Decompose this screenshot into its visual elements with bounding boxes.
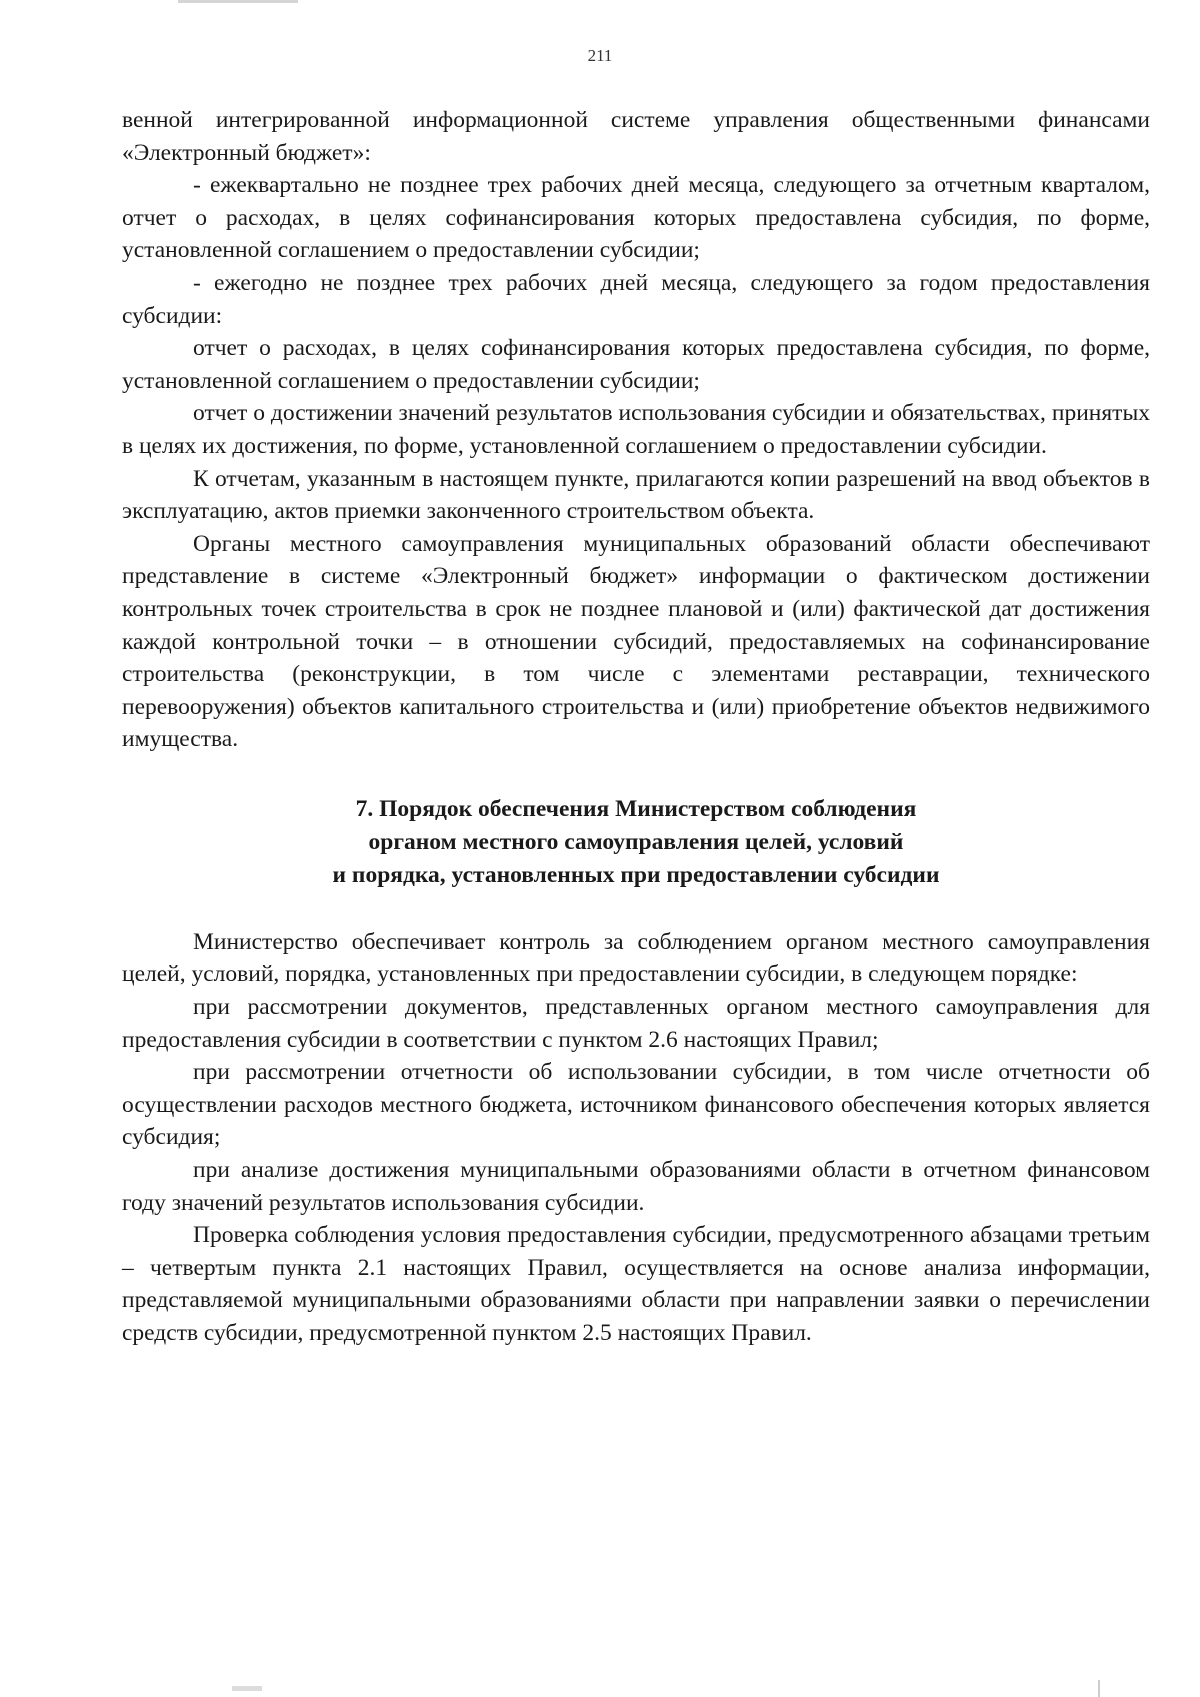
document-body bbox=[122, 104, 1150, 1350]
scan-mark-top bbox=[178, 0, 298, 3]
paragraph: К отчетам, указанным в настоящем пункте, прилагаются копии разрешений на ввод объектов в эксплуатацию, актов приемки законченного строительством объекта. bbox=[122, 465, 1150, 525]
scan-mark-bottom-left bbox=[232, 1686, 262, 1691]
paragraph: венной интегрированной информационной системе управления общественными финансами «Электронный бюджет»: bbox=[122, 107, 1150, 166]
paragraphs-after-section bbox=[122, 926, 1150, 1350]
section-heading bbox=[122, 793, 1150, 892]
paragraph: Министерство обеспечивает контроль за соблюдением органом местного самоуправления целей, условий, порядка, установленных при предоставлении субсидии, в следующем порядке: bbox=[122, 928, 1150, 988]
paragraph: при анализе достижения муниципальными образованиями области в отчетном финансовом году значений результатов использования субсидии. bbox=[122, 1157, 1150, 1216]
scan-mark-bottom-right bbox=[1098, 1680, 1100, 1697]
page-number: 211 bbox=[587, 46, 613, 65]
paragraph: при рассмотрении отчетности об использовании субсидии, в том числе отчетности об осуществлении расходов местного бюджета, источником финансового обеспечения которых является субсидия; bbox=[122, 1059, 1150, 1151]
paragraph: отчет о достижении значений результатов использования субсидии и обязательствах, принятых в целях их достижения, по форме, установленной соглашением о предоставлении субсидии. bbox=[122, 400, 1150, 459]
paragraph: Проверка соблюдения условия предоставления субсидии, предусмотренного абзацами третьим – четвертым пункта 2.1 настоящих Правил, осуществляется на основе анализа информации, представляемой муниципальными образованиями области при направлении заявки о перечислении средств субсидии, предусмотренной пунктом 2.5 настоящих Правил. bbox=[122, 1222, 1150, 1346]
paragraph: - ежеквартально не позднее трех рабочих дней месяца, следующего за отчетным кварталом, отчет о расходах, в целях софинансирования которых предоставлена субсидия, по форме, установленной соглашением о предоставлении субсидии; bbox=[122, 172, 1150, 264]
paragraph: Органы местного самоуправления муниципальных образований области обеспечивают представление в системе «Электронный бюджет» информации о фактическом достижении контрольных точек строительства в срок не позднее плановой и (или) фактической дат достижения каждой контрольной точки – в отношении субсидий, предоставляемых на софинансирование строительства (реконструкции, в том числе с элементами реставрации, технического перевооружения) объектов капитального строительства и (или) приобретение объектов недвижимого имущества. bbox=[122, 530, 1150, 753]
paragraphs-before-section bbox=[122, 104, 1150, 756]
section-heading-line: и порядка, установленных при предоставлении субсидии bbox=[332, 861, 940, 888]
section-heading-line: 7. Порядок обеспечения Министерством соблюдения bbox=[355, 795, 917, 822]
paragraph: - ежегодно не позднее трех рабочих дней месяца, следующего за годом предоставления субсидии: bbox=[122, 269, 1150, 329]
paragraph: отчет о расходах, в целях софинансирования которых предоставлена субсидия, по форме, установленной соглашением о предоставлении субсидии; bbox=[122, 335, 1150, 394]
paragraph: при рассмотрении документов, представленных органом местного самоуправления для предоставления субсидии в соответствии с пунктом 2.6 настоящих Правил; bbox=[122, 994, 1150, 1053]
section-heading-line: органом местного самоуправления целей, условий bbox=[368, 828, 904, 855]
